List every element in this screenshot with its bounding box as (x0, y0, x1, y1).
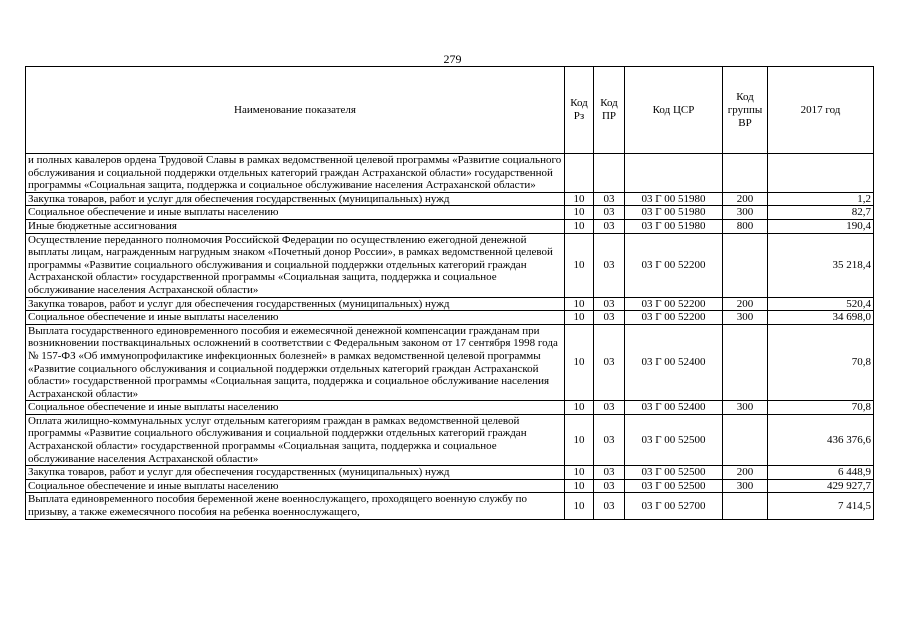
row-csr: 03 Г 00 52500 (625, 479, 723, 493)
row-vr: 300 (723, 206, 768, 220)
row-pr: 03 (594, 311, 625, 325)
row-name: Социальное обеспечение и иные выплаты населению (26, 311, 565, 325)
table-row (26, 493, 874, 519)
row-vr: 200 (723, 192, 768, 206)
row-value: 1,2 (768, 192, 874, 206)
row-name: Социальное обеспечение и иные выплаты населению (26, 206, 565, 220)
row-name: Оплата жилищно-коммунальных услуг отдельным категориям граждан в рамках ведомственной целевой программы «Развитие социального обслуживания и социальной поддержки отдельных категорий граждан Астраханской области» государственной программы «Социальная защита, поддержка и социальное обслуживание населения Астраханской области» (26, 414, 565, 465)
row-value: 7 414,5 (768, 493, 874, 519)
row-rz: 10 (565, 401, 594, 415)
row-rz: 10 (565, 414, 594, 465)
row-pr: 03 (594, 466, 625, 480)
row-vr: 300 (723, 311, 768, 325)
row-csr: 03 Г 00 52200 (625, 297, 723, 311)
row-name: Выплата государственного единовременного пособия и ежемесячной денежной компенсации гражданам при возникновении поствакцинальных осложнений в соответствии с Федеральным законом от 17 сентября 1998 года № 157-ФЗ «Об иммунопрофилактике инфекционных болезней» в рамках ведомственной целевой программы «Развитие социального обслуживания и социальной поддержки отдельных категорий граждан Астраханской области» государственной программы «Социальная защита, поддержка и социальное обслуживание населения Астраханской области» (26, 324, 565, 401)
row-value: 6 448,9 (768, 466, 874, 480)
row-value: 190,4 (768, 219, 874, 233)
row-pr: 03 (594, 401, 625, 415)
page-number: 279 (443, 52, 462, 66)
row-rz: 10 (565, 233, 594, 297)
row-rz: 10 (565, 466, 594, 480)
row-vr: 300 (723, 401, 768, 415)
row-rz (565, 154, 594, 193)
row-name: Социальное обеспечение и иные выплаты населению (26, 479, 565, 493)
row-name: Закупка товаров, работ и услуг для обеспечения государственных (муниципальных) нужд (26, 192, 565, 206)
table-row (26, 324, 874, 401)
row-pr: 03 (594, 479, 625, 493)
budget-table (25, 66, 874, 520)
header-name: Наименование показателя (26, 67, 565, 154)
table-row (26, 466, 874, 480)
row-value: 35 218,4 (768, 233, 874, 297)
row-vr: 300 (723, 479, 768, 493)
header-csr: Код ЦСР (625, 67, 723, 154)
row-rz: 10 (565, 297, 594, 311)
row-pr: 03 (594, 414, 625, 465)
row-rz: 10 (565, 324, 594, 401)
row-rz: 10 (565, 206, 594, 220)
row-pr: 03 (594, 192, 625, 206)
row-vr (723, 324, 768, 401)
row-name: Закупка товаров, работ и услуг для обеспечения государственных (муниципальных) нужд (26, 466, 565, 480)
row-value: 70,8 (768, 401, 874, 415)
row-value: 34 698,0 (768, 311, 874, 325)
row-pr: 03 (594, 493, 625, 519)
row-csr: 03 Г 00 51980 (625, 192, 723, 206)
row-vr (723, 414, 768, 465)
row-pr: 03 (594, 297, 625, 311)
row-vr: 800 (723, 219, 768, 233)
row-name: Осуществление переданного полномочия Российской Федерации по осуществлению ежегодной денежной выплаты лицам, награжденным нагрудным знаком «Почетный донор России», в рамках ведомственной целевой программы «Развитие социального обслуживания и социальной поддержки отдельных категорий граждан Астраханской области» государственной программы «Социальная защита, поддержка и социальное обслуживание населения Астраханской области» (26, 233, 565, 297)
row-rz: 10 (565, 479, 594, 493)
row-vr (723, 493, 768, 519)
header-rz: Код Рз (565, 67, 594, 154)
row-rz: 10 (565, 192, 594, 206)
table-row (26, 219, 874, 233)
table-row (26, 414, 874, 465)
row-pr: 03 (594, 219, 625, 233)
row-csr: 03 Г 00 51980 (625, 206, 723, 220)
table-row (26, 206, 874, 220)
row-name: и полных кавалеров ордена Трудовой Славы в рамках ведомственной целевой программы «Развитие социального обслуживания и социальной поддержки отдельных категорий граждан Астраханской области» государственной программы «Социальная защита, поддержка и социальное обслуживание населения Астраханской области» (26, 154, 565, 193)
row-rz: 10 (565, 219, 594, 233)
table-row (26, 311, 874, 325)
row-pr: 03 (594, 206, 625, 220)
row-value: 520,4 (768, 297, 874, 311)
table-row (26, 479, 874, 493)
table-header-row (26, 67, 874, 154)
row-csr: 03 Г 00 52200 (625, 233, 723, 297)
table-row (26, 154, 874, 193)
row-vr: 200 (723, 297, 768, 311)
row-value: 82,7 (768, 206, 874, 220)
row-pr: 03 (594, 233, 625, 297)
row-name: Выплата единовременного пособия беременной жене военнослужащего, проходящего военную службу по призыву, а также ежемесячного пособия на ребенка военнослужащего, (26, 493, 565, 519)
row-csr: 03 Г 00 52700 (625, 493, 723, 519)
row-name: Иные бюджетные ассигнования (26, 219, 565, 233)
table-row (26, 233, 874, 297)
row-vr (723, 154, 768, 193)
row-value (768, 154, 874, 193)
row-value: 70,8 (768, 324, 874, 401)
row-value: 436 376,6 (768, 414, 874, 465)
row-csr: 03 Г 00 52500 (625, 466, 723, 480)
row-csr: 03 Г 00 52400 (625, 401, 723, 415)
row-rz: 10 (565, 493, 594, 519)
row-value: 429 927,7 (768, 479, 874, 493)
header-vr: Код группы ВР (723, 67, 768, 154)
row-name: Закупка товаров, работ и услуг для обеспечения государственных (муниципальных) нужд (26, 297, 565, 311)
row-csr: 03 Г 00 51980 (625, 219, 723, 233)
row-name: Социальное обеспечение и иные выплаты населению (26, 401, 565, 415)
row-pr (594, 154, 625, 193)
row-pr: 03 (594, 324, 625, 401)
header-pr: Код ПР (594, 67, 625, 154)
table-row (26, 192, 874, 206)
row-vr: 200 (723, 466, 768, 480)
table-row (26, 401, 874, 415)
table-row (26, 297, 874, 311)
row-vr (723, 233, 768, 297)
row-csr: 03 Г 00 52200 (625, 311, 723, 325)
row-csr: 03 Г 00 52400 (625, 324, 723, 401)
row-csr (625, 154, 723, 193)
header-year: 2017 год (768, 67, 874, 154)
row-csr: 03 Г 00 52500 (625, 414, 723, 465)
row-rz: 10 (565, 311, 594, 325)
